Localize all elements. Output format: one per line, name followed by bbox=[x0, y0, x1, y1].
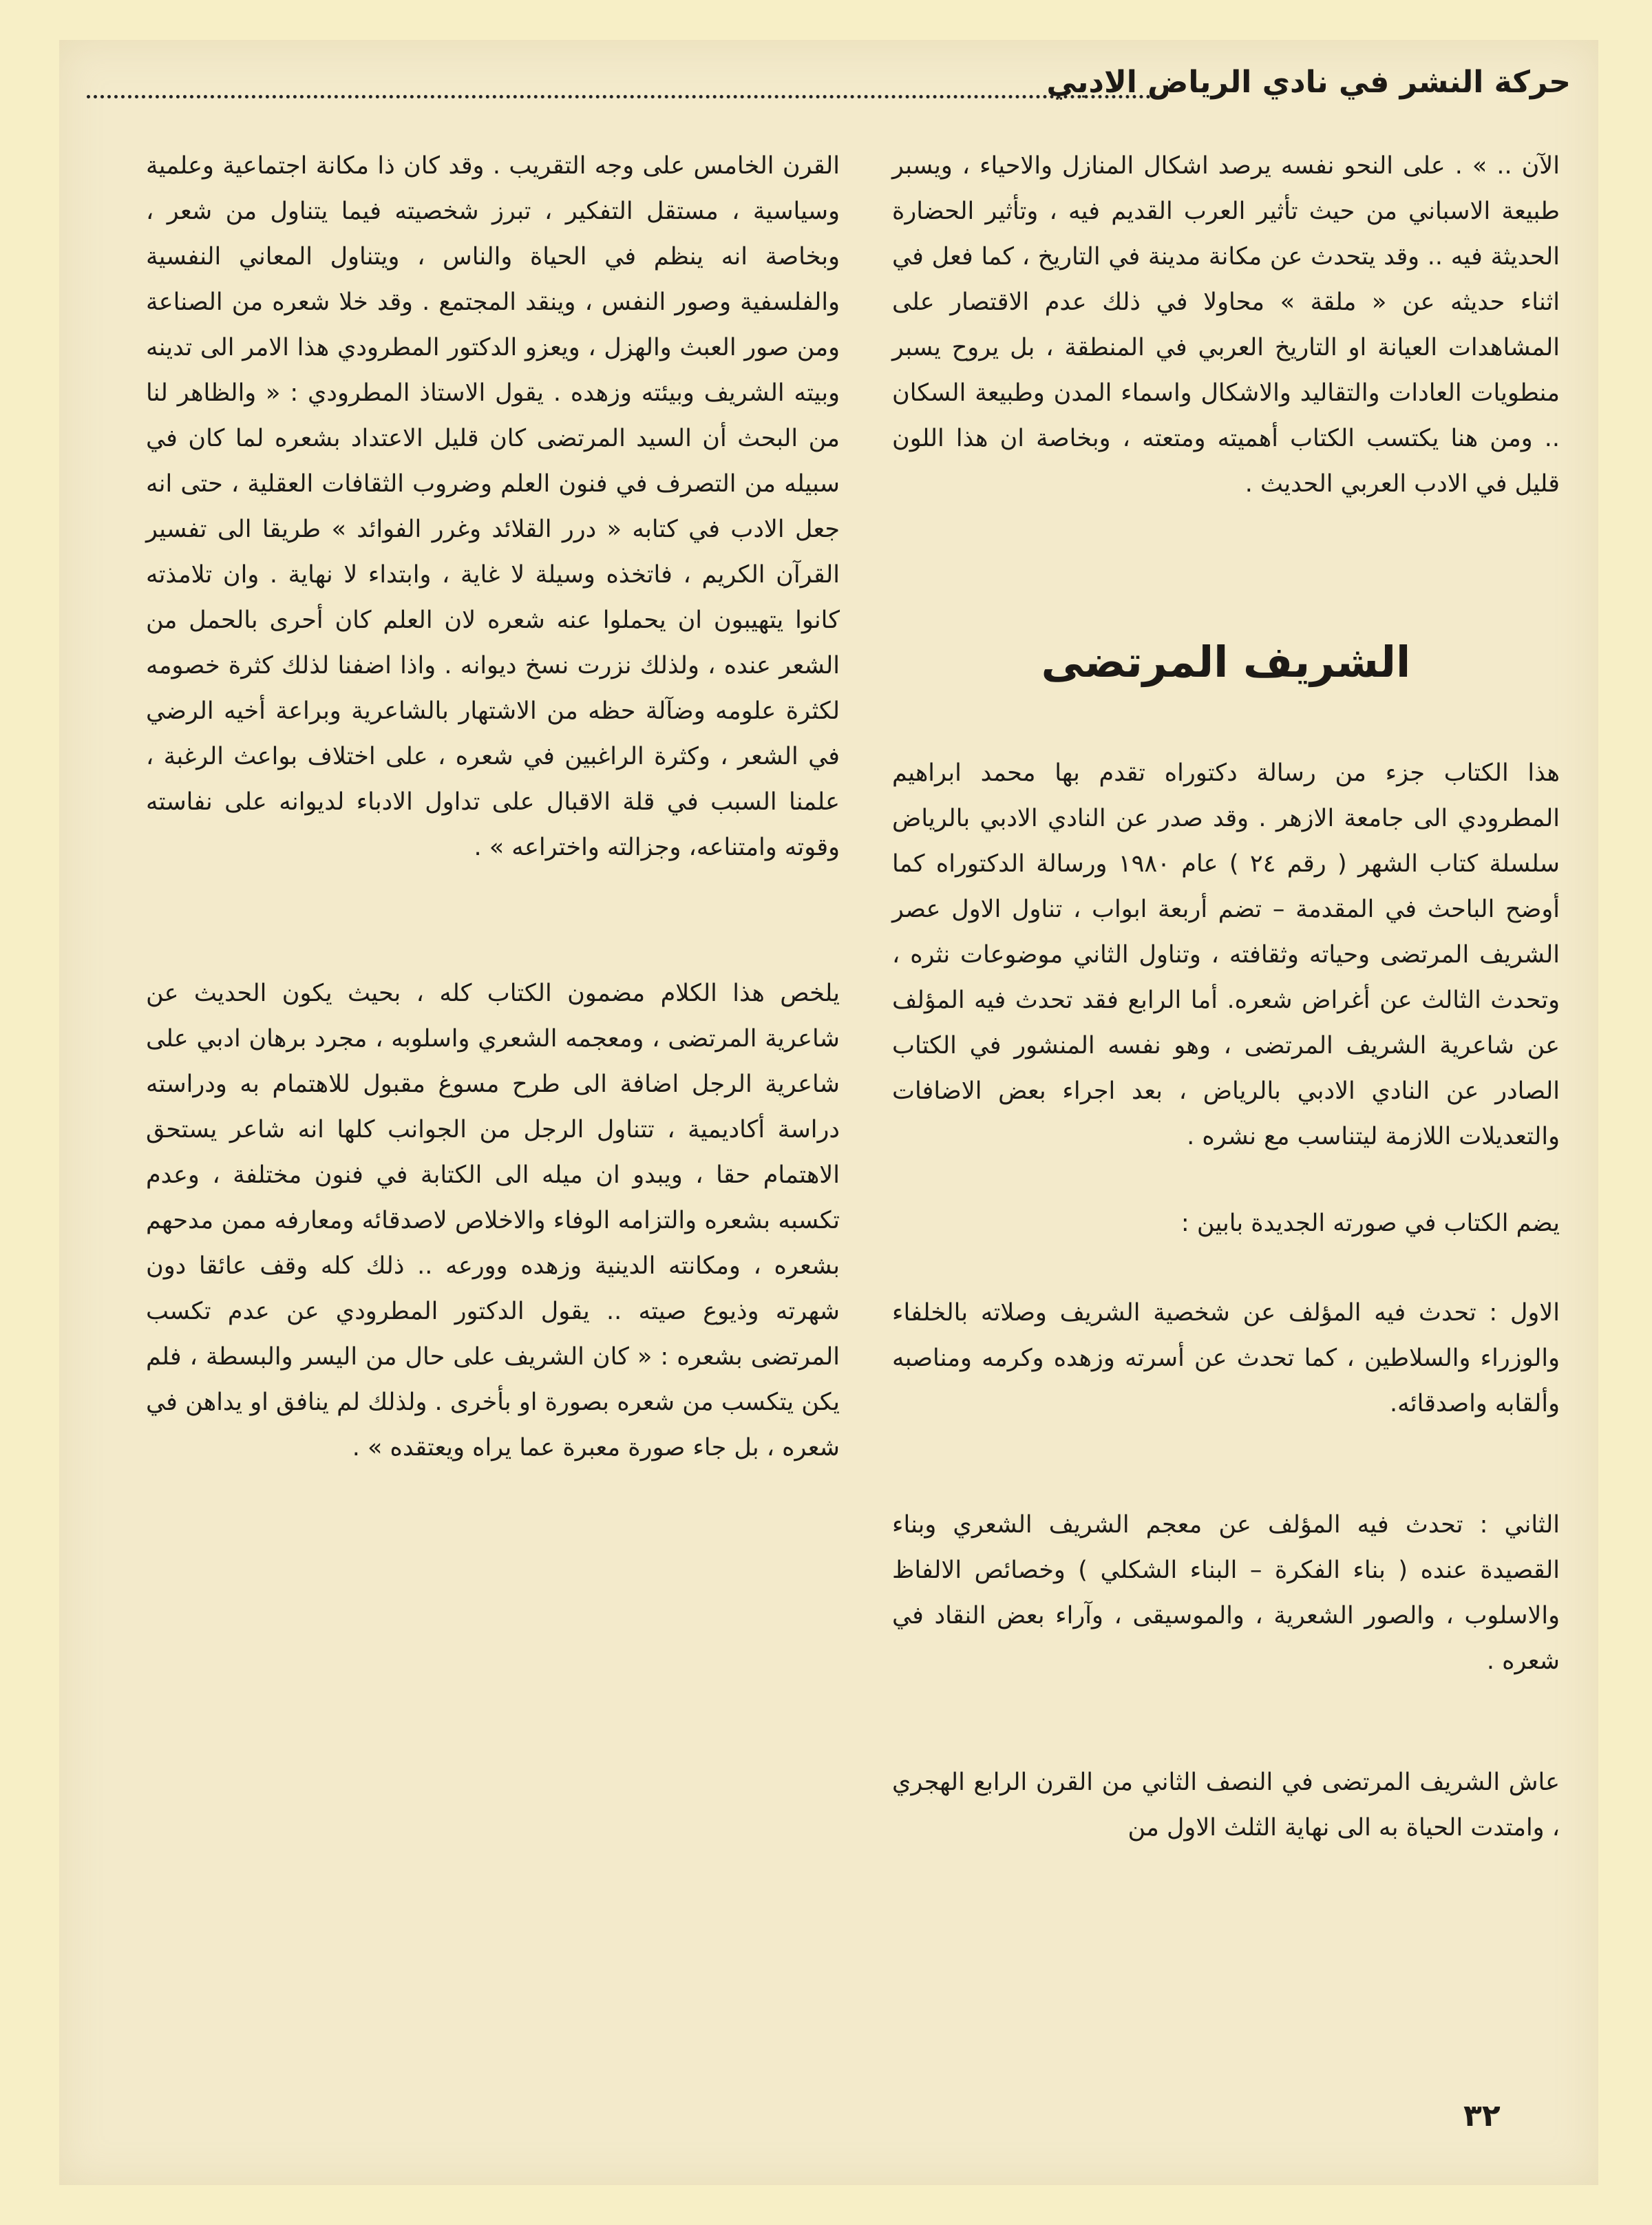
intro-paragraph: الآن .. » . على النحو نفسه يرصد اشكال المنازل والاحياء ، ويسبر طبيعة الاسباني من حيث تأثير العرب القديم فيه ، وتأثير الحضارة الحديثة فيه .. وقد يتحدث عن مكانة مدينة في التاريخ ، كما فعل في اثناء حديثه عن « ملقة » محاولا في ذلك عدم الاقتصار على المشاهدات العيانة او التاريخ العربي في المنطقة ، بل يروح يسبر منطويات العادات والتقاليد والاشكال واسماء المدن وطبيعة السكان .. ومن هنا يكتسب الكتاب أهميته ومتعته ، وبخاصة ان هذا اللون قليل في الادب العربي الحديث . bbox=[892, 152, 1560, 498]
section-title: الشريف المرتضى bbox=[1041, 637, 1411, 687]
running-head: حركة النشر في نادي الرياض الادبي bbox=[1046, 65, 1571, 100]
body-paragraph: يضم الكتاب في صورته الجديدة بابين : bbox=[1180, 1210, 1560, 1237]
right-column bbox=[892, 143, 1560, 1850]
body-paragraph: الثاني : تحدث فيه المؤلف عن معجم الشريف الشعري وبناء القصيدة عنده ( بناء الفكرة – البناء الشكلي ) وخصائص الالفاظ والاسلوب ، والصور الشعرية ، والموسيقى ، وآراء بعض النقاد في شعره . bbox=[892, 1511, 1560, 1675]
magazine-page bbox=[59, 40, 1598, 2185]
left-column bbox=[146, 143, 840, 1470]
page-number: ٣٢ bbox=[1463, 2098, 1501, 2133]
body-paragraph: القرن الخامس على وجه التقريب . وقد كان ذا مكانة اجتماعية وعلمية وسياسية ، مستقل التفكير ، تبرز شخصيته فيما يتناول من شعر ، وبخاصة انه ينظم في الحياة والناس ، ويتناول المعاني النفسية والفلسفية وصور النفس ، وينقد المجتمع . وقد خلا شعره من الصناعة ومن صور العبث والهزل ، ويعزو الدكتور المطرودي هذا الامر الى تدينه وبيته الشريف وبيئته وزهده . يقول الاستاذ المطرودي : « والظاهر لنا من البحث أن السيد المرتضى كان قليل الاعتداد بشعره لما كان في سبيله من التصرف في فنون العلم وضروب الثقافات العقلية ، حتى انه جعل الادب في كتابه « درر القلائد وغرر الفوائد » طريقا الى تفسير القرآن الكريم ، فاتخذه وسيلة لا غاية ، وابتداء لا نهاية . وان تلامذته كانوا يتهيبون ان يحملوا عنه شعره لان العلم كان أحرى بالحمل من الشعر عنده ، ولذلك نزرت نسخ ديوانه . واذا اضفنا لذلك كثرة خصومه لكثرة علومه وضآلة حظه من الاشتهار بالشاعرية وبراعة أخيه الرضي في الشعر ، وكثرة الراغبين في شعره ، على اختلاف بواعث الرغبة ، علمنا السبب في قلة الاقبال على تداول الادباء لديوانه على نفاسته وقوته وامتناعه، وجزالته واختراعه » . bbox=[146, 152, 840, 861]
body-paragraph: الاول : تحدث فيه المؤلف عن شخصية الشريف وصلاته بالخلفاء والوزراء والسلاطين ، كما تحدث عن أسرته وزهده وكرمه ومناصبه وألقابه واصدقائه. bbox=[892, 1299, 1560, 1417]
header-rule bbox=[87, 95, 1158, 98]
body-paragraph: يلخص هذا الكلام مضمون الكتاب كله ، بحيث يكون الحديث عن شاعرية المرتضى ، ومعجمه الشعري واسلوبه ، مجرد برهان ادبي على شاعرية الرجل اضافة الى طرح مسوغ مقبول للاهتمام به ودراسته دراسة أكاديمية ، تتناول الرجل من الجوانب كلها انه شاعر يستحق الاهتمام حقا ، ويبدو ان ميله الى الكتابة في فنون مختلفة ، وعدم تكسبه بشعره والتزامه الوفاء والاخلاص لاصدقائه ومعارفه ممن مدحهم بشعره ، ومكانته الدينية وزهده وورعه .. ذلك كله وقف عائقا دون شهرته وذيوع صيته .. يقول الدكتور المطرودي عن عدم تكسب المرتضى بشعره : « كان الشريف على حال من اليسر والبسطة ، فلم يكن يتكسب من شعره بصورة او بأخرى . ولذلك لم ينافق او يداهن في شعره ، بل جاء صورة معبرة عما يراه ويعتقده » . bbox=[146, 980, 840, 1462]
body-paragraph: هذا الكتاب جزء من رسالة دكتوراه تقدم بها محمد ابراهيم المطرودي الى جامعة الازهر . وقد صدر عن النادي الادبي بالرياض سلسلة كتاب الشهر ( رقم ٢٤ ) عام ١٩٨٠ ورسالة الدكتوراه كما أوضح الباحث في المقدمة – تضم أربعة ابواب ، تناول الاول عصر الشريف المرتضى وحياته وثقافته ، وتناول الثاني موضوعات نثره ، وتحدث الثالث عن أغراض شعره. أما الرابع فقد تحدث فيه المؤلف عن شاعرية الشريف المرتضى ، وهو نفسه المنشور في الكتاب الصادر عن النادي الادبي بالرياض ، بعد اجراء بعض الاضافات والتعديلات اللازمة ليتناسب مع نشره . bbox=[892, 759, 1560, 1150]
body-paragraph: عاش الشريف المرتضى في النصف الثاني من القرن الرابع الهجري ، وامتدت الحياة به الى نهاية الثلث الاول من bbox=[892, 1769, 1560, 1842]
